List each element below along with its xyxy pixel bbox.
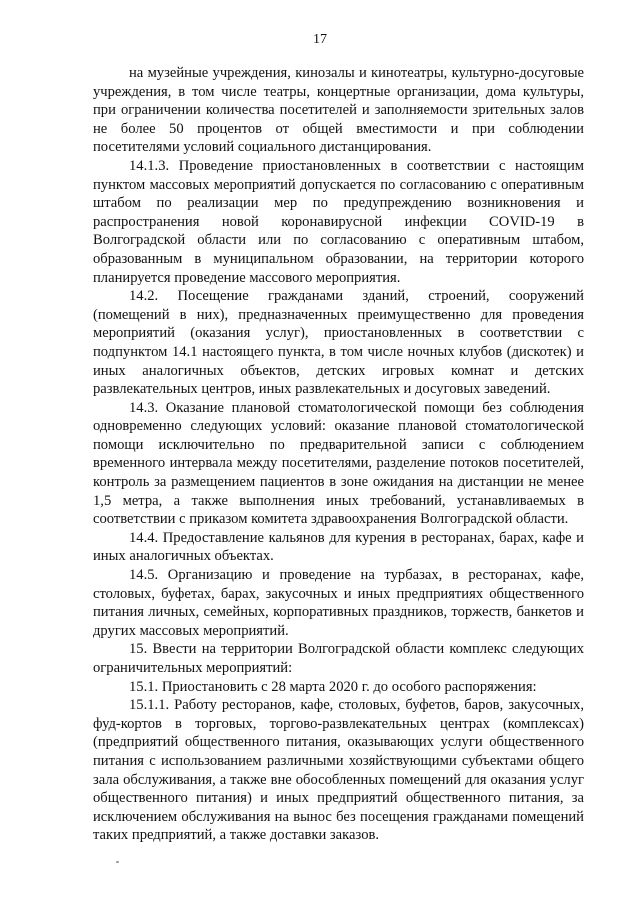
paragraph-15-1: 15.1. Приостановить с 28 марта 2020 г. до особого распоряжения: [129,678,537,695]
paragraph-14-1-3: 14.1.3. Проведение приостановленных в соответствии с настоящим пунктом массовых мероприятий допускается по согласованию с оперативным штабом по реализации мер по предупреждению возникновения и распространения новой коронавирусной инфекции COVID-19 в Волгоградской области или по согласованию с оперативным штабом, образованным в муниципальном образовании, на территории которого планируется проведение массового мероприятия. [93,157,584,286]
document-body [93,64,584,845]
paragraph-14-2: 14.2. Посещение гражданами зданий, строений, сооружений (помещений в них), предназначенных преимущественно для проведения мероприятий (оказания услуг), приостановленных в соответствии с подпунктом 14.1 настоящего пункта, в том числе ночных клубов (дискотек) и иных аналогичных объектов, детских игровых комнат и детских развлекательных центров, иных развлекательных и досуговых заведений. [93,288,584,398]
page-number: 17 [313,32,327,47]
paragraph-continuation: на музейные учреждения, кинозалы и кинотеатры, культурно-досуговые учреждения, в том числе театры, концертные организации, дома культуры, при ограничении количества посетителей и заполняемости зрительных залов не более 50 процентов от общей вместимости и при соблюдении посетителями условий социального дистанцирования. [93,65,584,156]
paragraph-14-3: 14.3. Оказание плановой стоматологической помощи без соблюдения одновременно следующих условий: оказание плановой стоматологической помощи исключительно по предварительной записи с соблюдением временного интервала между посетителями, разделение потоков посетителей, контроль за размещением пациентов в зоне ожидания на дистанции не менее 1,5 метра, а также выполнения иных требований, устанавливаемых в соответствии с приказом комитета здравоохранения Волгоградской области. [93,399,584,528]
paragraph-15: 15. Ввести на территории Волгоградской области комплекс следующих ограничительных мероприятий: [93,641,584,676]
scan-artifact [116,861,119,863]
paragraph-15-1-1: 15.1.1. Работу ресторанов, кафе, столовых, буфетов, баров, закусочных, фуд-кортов в торговых, торгово-развлекательных центрах (комплексах) (предприятий общественного питания, оказывающих услуги общественного питания с использованием различными хозяйствующими субъектами общего зала обслуживания, а также вне обособленных помещений для оказания услуг общественного питания) и иных предприятий общественного питания, за исключением обслуживания на вынос без посещения гражданами помещений таких предприятий, а также доставки заказов. [93,697,584,844]
paragraph-14-4: 14.4. Предоставление кальянов для курения в ресторанах, барах, кафе и иных аналогичных объектах. [93,529,584,565]
paragraph-14-5: 14.5. Организацию и проведение на турбазах, в ресторанах, кафе, столовых, буфетах, барах, закусочных и иных предприятиях общественного питания личных, семейных, корпоративных праздников, торжеств, банкетов и других массовых мероприятий. [93,567,584,639]
